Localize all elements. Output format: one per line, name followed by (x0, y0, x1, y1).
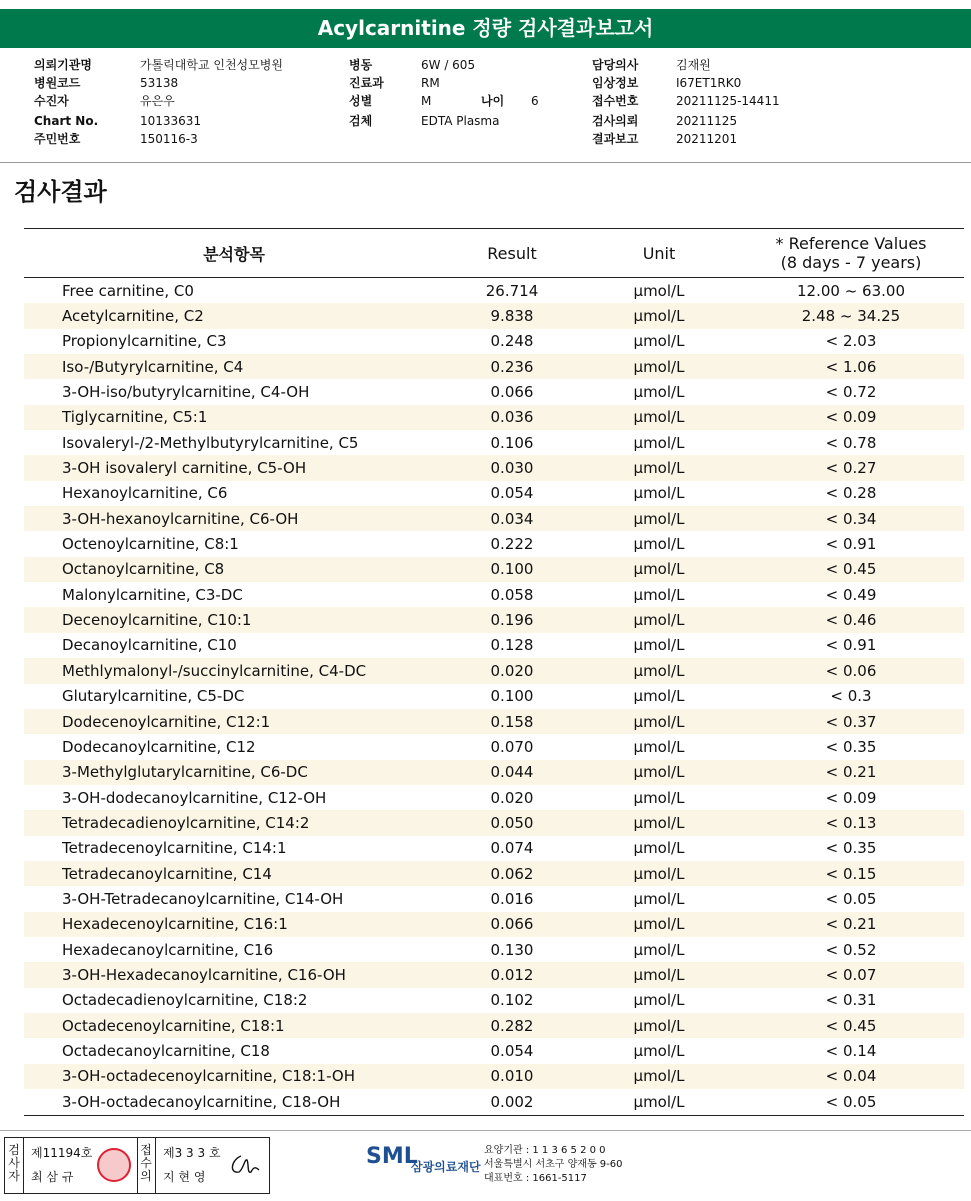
result-cell: 0.044 (444, 760, 580, 785)
table-row (24, 379, 964, 404)
table-row (24, 405, 964, 430)
divider (23, 1138, 24, 1193)
result-cell: 0.062 (444, 861, 580, 886)
info-value: 가톨릭대학교 인천성모병원 (140, 58, 283, 72)
table-row (24, 937, 964, 962)
info-row (592, 76, 780, 94)
analyte-cell: Iso-/Butyrylcarnitine, C4 (24, 354, 444, 379)
result-cell: 0.282 (444, 1013, 580, 1038)
info-row (592, 58, 780, 76)
analyte-cell: Methlymalonyl-/succinylcarnitine, C4-DC (24, 658, 444, 683)
reference-cell: < 0.52 (825, 940, 877, 959)
result-cell: 0.066 (444, 912, 580, 937)
table-row (24, 430, 964, 455)
header-analyte: 분석항목 (24, 229, 444, 278)
reference-cell: < 0.35 (825, 839, 877, 858)
info-label: Chart No. (34, 114, 99, 128)
reference-cell: < 0.05 (825, 889, 877, 908)
reference-cell: < 0.09 (738, 405, 964, 430)
reference-cell: < 0.3 (830, 687, 872, 706)
info-value: 유은우 (140, 94, 175, 108)
analyte-cell: 3-OH-Hexadecanoylcarnitine, C16-OH (24, 962, 444, 987)
reference-cell: < 2.03 (825, 332, 877, 351)
result-cell: 0.034 (444, 506, 580, 531)
reference-cell: < 0.49 (825, 585, 877, 604)
info-label: 병원코드 (34, 76, 81, 90)
table-row (24, 278, 964, 304)
table-row (24, 329, 964, 354)
reference-cell: < 0.09 (825, 788, 877, 807)
info-label: 의뢰기관명 (34, 58, 92, 72)
table-row (24, 861, 964, 886)
analyte-cell: Octanoylcarnitine, C8 (24, 557, 444, 582)
analyte-cell: Isovaleryl-/2-Methylbutyrylcarnitine, C5 (62, 433, 359, 452)
table-row (24, 607, 964, 632)
result-cell: 0.054 (490, 484, 534, 503)
tester-name: 최 삼 규 (31, 1170, 74, 1184)
info-label: 검체 (349, 114, 373, 128)
section-title: 검사결과 (14, 178, 107, 206)
info-label: 접수번호 (592, 94, 639, 108)
unit-cell: µmol/L (580, 861, 738, 886)
unit-cell: µmol/L (633, 636, 685, 655)
receiver-name: 지 현 영 (163, 1170, 206, 1184)
tester-license: 제11194호 (31, 1146, 93, 1160)
info-label: 주민번호 (34, 132, 81, 146)
analyte-cell: Tetradecenoylcarnitine, C14:1 (62, 839, 287, 858)
table-row (24, 962, 964, 987)
info-label: 진료과 (349, 76, 384, 90)
table-row (24, 557, 964, 582)
info-row (349, 114, 539, 132)
info-col-2 (349, 58, 539, 132)
result-cell: 0.020 (444, 658, 580, 683)
info-value: 20211125 (676, 114, 738, 128)
divider (137, 1138, 138, 1193)
info-value: EDTA Plasma (421, 114, 500, 128)
result-cell: 0.100 (444, 557, 580, 582)
contact-line: 서울특별시 서초구 양재동 9-60 (484, 1159, 623, 1170)
reference-cell: < 0.21 (738, 760, 964, 785)
table-row (24, 760, 964, 785)
analyte-cell: Dodecenoylcarnitine, C12:1 (24, 709, 444, 734)
info-row (349, 76, 539, 94)
result-cell: 0.058 (490, 585, 534, 604)
table-row (24, 455, 964, 480)
table-row (24, 988, 964, 1013)
info-value: RM (421, 76, 440, 90)
table-row (24, 354, 964, 379)
result-cell: 0.100 (490, 687, 534, 706)
table-row (24, 633, 964, 658)
result-cell: 0.236 (444, 354, 580, 379)
unit-cell: µmol/L (633, 585, 685, 604)
divider (155, 1138, 156, 1193)
info-value: M (421, 94, 432, 108)
table-row (24, 810, 964, 835)
analyte-cell: Tetradecanoylcarnitine, C14 (24, 861, 444, 886)
header-result: Result (444, 229, 580, 278)
reference-cell: < 0.14 (825, 1041, 877, 1060)
analyte-cell: Propionylcarnitine, C3 (62, 332, 227, 351)
signature-box (4, 1137, 270, 1194)
table-header-row (24, 229, 964, 278)
analyte-cell: Dodecanoylcarnitine, C12 (62, 737, 256, 756)
result-cell: 0.016 (490, 889, 534, 908)
info-col-1 (34, 58, 283, 150)
table-row (24, 1038, 964, 1063)
table-row (24, 785, 964, 810)
unit-cell: µmol/L (580, 557, 738, 582)
analyte-cell: 3-OH-iso/butyrylcarnitine, C4-OH (62, 383, 310, 402)
report-title: Acylcarnitine 정량 검사결과보고서 (0, 9, 971, 48)
reference-cell: < 0.07 (738, 962, 964, 987)
footer-divider (0, 1130, 971, 1131)
analyte-cell: 3-OH-octadecenoylcarnitine, C18:1-OH (24, 1064, 444, 1089)
unit-cell: µmol/L (633, 1092, 685, 1111)
unit-cell: µmol/L (633, 535, 685, 554)
unit-cell: µmol/L (633, 383, 685, 402)
reference-cell: < 0.04 (738, 1064, 964, 1089)
result-cell: 0.130 (490, 940, 534, 959)
unit-cell: µmol/L (633, 281, 685, 300)
reference-cell: < 0.91 (825, 535, 877, 554)
reference-cell: < 0.91 (825, 636, 877, 655)
info-row (349, 94, 539, 114)
info-label: 담당의사 (592, 58, 639, 72)
reference-cell: < 0.46 (738, 607, 964, 632)
unit-cell: µmol/L (580, 1064, 738, 1089)
result-cell: 0.158 (444, 709, 580, 734)
table-row (24, 709, 964, 734)
info-value: 150116-3 (140, 132, 198, 146)
info-col-3 (592, 58, 780, 150)
contact-info (484, 1144, 623, 1186)
sml-logo: SML (366, 1144, 418, 1169)
analyte-cell: Octadecadienoylcarnitine, C18:2 (62, 991, 308, 1010)
table-row (24, 506, 964, 531)
analyte-cell: Malonylcarnitine, C3-DC (62, 585, 243, 604)
result-cell: 0.054 (490, 1041, 534, 1060)
reference-cell: 12.00 ~ 63.00 (797, 281, 905, 300)
analyte-cell: 3-OH-octadecanoylcarnitine, C18-OH (62, 1092, 341, 1111)
analyte-cell: Acetylcarnitine, C2 (24, 303, 444, 328)
reference-cell: < 0.35 (825, 737, 877, 756)
info-label: 결과보고 (592, 132, 639, 146)
info-value: 김재원 (676, 58, 711, 72)
age-label: 나이 (481, 94, 505, 108)
analyte-cell: 3-Methylglutarylcarnitine, C6-DC (24, 760, 444, 785)
analyte-cell: 3-OH isovaleryl carnitine, C5-OH (24, 455, 444, 480)
info-value: I67ET1RK0 (676, 76, 742, 90)
table-row (24, 1064, 964, 1089)
unit-cell: µmol/L (580, 455, 738, 480)
unit-cell: µmol/L (633, 788, 685, 807)
info-divider (0, 162, 971, 163)
unit-cell: µmol/L (580, 1013, 738, 1038)
results-table (24, 228, 964, 1114)
unit-cell: µmol/L (580, 303, 738, 328)
table-row (24, 734, 964, 759)
table-row (24, 658, 964, 683)
analyte-cell: Decanoylcarnitine, C10 (62, 636, 237, 655)
result-cell: 9.838 (444, 303, 580, 328)
info-label: 임상정보 (592, 76, 639, 90)
unit-cell: µmol/L (580, 658, 738, 683)
info-value: 20211201 (676, 132, 738, 146)
reference-cell: < 0.34 (738, 506, 964, 531)
info-value: 20211125-14411 (676, 94, 780, 108)
analyte-cell: Hexadecanoylcarnitine, C16 (62, 940, 274, 959)
table-row (24, 531, 964, 556)
table-row (24, 684, 964, 709)
table-row (24, 303, 964, 328)
result-cell: 0.128 (490, 636, 534, 655)
table-row (24, 481, 964, 506)
result-cell: 0.036 (444, 405, 580, 430)
signature-mark (227, 1152, 263, 1180)
analyte-cell: Octadecanoylcarnitine, C18 (62, 1041, 270, 1060)
analyte-cell: Hexanoylcarnitine, C6 (62, 484, 228, 503)
age-value: 6 (531, 94, 539, 108)
result-cell: 0.074 (490, 839, 534, 858)
reference-cell: < 0.45 (738, 1013, 964, 1038)
result-cell: 0.030 (444, 455, 580, 480)
reference-cell: < 0.13 (738, 810, 964, 835)
info-row (34, 114, 283, 132)
info-value: 53138 (140, 76, 179, 90)
info-label: 검사의뢰 (592, 114, 639, 128)
unit-cell: µmol/L (633, 737, 685, 756)
reference-cell: < 0.72 (825, 383, 877, 402)
sml-name: 삼광의료재단 (411, 1160, 481, 1174)
analyte-cell: Tetradecadienoylcarnitine, C14:2 (24, 810, 444, 835)
unit-cell: µmol/L (580, 760, 738, 785)
result-cell: 0.066 (490, 383, 534, 402)
tester-label: 검사자 (8, 1143, 20, 1183)
analyte-cell: Glutarylcarnitine, C5-DC (62, 687, 245, 706)
reference-cell: < 0.78 (825, 433, 877, 452)
reference-cell: < 0.28 (825, 484, 877, 503)
reference-cell: < 0.31 (825, 991, 877, 1010)
unit-cell: µmol/L (633, 484, 685, 503)
reference-cell: < 0.21 (738, 912, 964, 937)
receiver-label: 접수의 (140, 1143, 152, 1183)
reference-cell: < 0.06 (738, 658, 964, 683)
unit-cell: µmol/L (633, 433, 685, 452)
info-row (592, 94, 780, 114)
unit-cell: µmol/L (580, 912, 738, 937)
unit-cell: µmol/L (633, 1041, 685, 1060)
table-row (24, 912, 964, 937)
info-label: 병동 (349, 58, 373, 72)
info-row (34, 58, 283, 76)
table-bottom-rule (24, 1115, 964, 1116)
result-cell: 0.196 (444, 607, 580, 632)
unit-cell: µmol/L (633, 940, 685, 959)
info-value: 6W / 605 (421, 58, 476, 72)
table-row (24, 886, 964, 911)
unit-cell: µmol/L (580, 962, 738, 987)
header-reference-line2: (8 days - 7 years) (780, 253, 922, 272)
analyte-cell: 3-OH-dodecanoylcarnitine, C12-OH (62, 788, 327, 807)
reference-cell: < 0.37 (738, 709, 964, 734)
reference-cell: < 0.05 (825, 1092, 877, 1111)
info-row (592, 132, 780, 150)
table-row (24, 836, 964, 861)
analyte-cell: Free carnitine, C0 (62, 281, 194, 300)
analyte-cell: Tiglycarnitine, C5:1 (24, 405, 444, 430)
analyte-cell: Decenoylcarnitine, C10:1 (24, 607, 444, 632)
info-row (34, 132, 283, 150)
contact-line: 대표번호 : 1661-5117 (484, 1173, 587, 1184)
analyte-cell: Octenoylcarnitine, C8:1 (62, 535, 239, 554)
unit-cell: µmol/L (633, 839, 685, 858)
result-cell: 0.070 (490, 737, 534, 756)
unit-cell: µmol/L (580, 405, 738, 430)
info-row (349, 58, 539, 76)
reference-cell: < 1.06 (738, 354, 964, 379)
reference-cell: < 0.15 (738, 861, 964, 886)
analyte-cell: 3-OH-Tetradecanoylcarnitine, C14-OH (62, 889, 344, 908)
reference-cell: < 0.27 (738, 455, 964, 480)
header-reference-line1: * Reference Values (775, 234, 927, 253)
analyte-cell: Hexadecenoylcarnitine, C16:1 (24, 912, 444, 937)
info-label: 수진자 (34, 94, 69, 108)
reference-cell: 2.48 ~ 34.25 (738, 303, 964, 328)
result-cell: 0.002 (490, 1092, 534, 1111)
info-row (34, 94, 283, 114)
unit-cell: µmol/L (580, 506, 738, 531)
receiver-license: 제3 3 3 호 (163, 1146, 221, 1160)
table-row (24, 582, 964, 607)
table-row (24, 1089, 964, 1114)
info-row (592, 114, 780, 132)
contact-line: 요양기관 : 1 1 3 6 5 2 0 0 (484, 1145, 606, 1156)
unit-cell: µmol/L (580, 709, 738, 734)
unit-cell: µmol/L (580, 607, 738, 632)
info-label: 성별 (349, 94, 373, 108)
unit-cell: µmol/L (633, 687, 685, 706)
result-cell: 0.050 (444, 810, 580, 835)
info-row (34, 76, 283, 94)
unit-cell: µmol/L (633, 889, 685, 908)
result-cell: 0.102 (490, 991, 534, 1010)
unit-cell: µmol/L (580, 354, 738, 379)
reference-cell: < 0.45 (738, 557, 964, 582)
result-cell: 0.106 (490, 433, 534, 452)
result-cell: 0.012 (444, 962, 580, 987)
result-cell: 0.010 (444, 1064, 580, 1089)
analyte-cell: Octadecenoylcarnitine, C18:1 (24, 1013, 444, 1038)
info-value: 10133631 (140, 114, 202, 128)
header-unit: Unit (580, 229, 738, 278)
result-cell: 0.222 (490, 535, 534, 554)
table-row (24, 1013, 964, 1038)
unit-cell: µmol/L (580, 810, 738, 835)
result-cell: 0.248 (490, 332, 534, 351)
tester-seal (97, 1148, 131, 1182)
result-cell: 26.714 (485, 281, 539, 300)
unit-cell: µmol/L (633, 332, 685, 351)
unit-cell: µmol/L (633, 991, 685, 1010)
header-reference (738, 229, 964, 278)
result-cell: 0.020 (490, 788, 534, 807)
analyte-cell: 3-OH-hexanoylcarnitine, C6-OH (24, 506, 444, 531)
